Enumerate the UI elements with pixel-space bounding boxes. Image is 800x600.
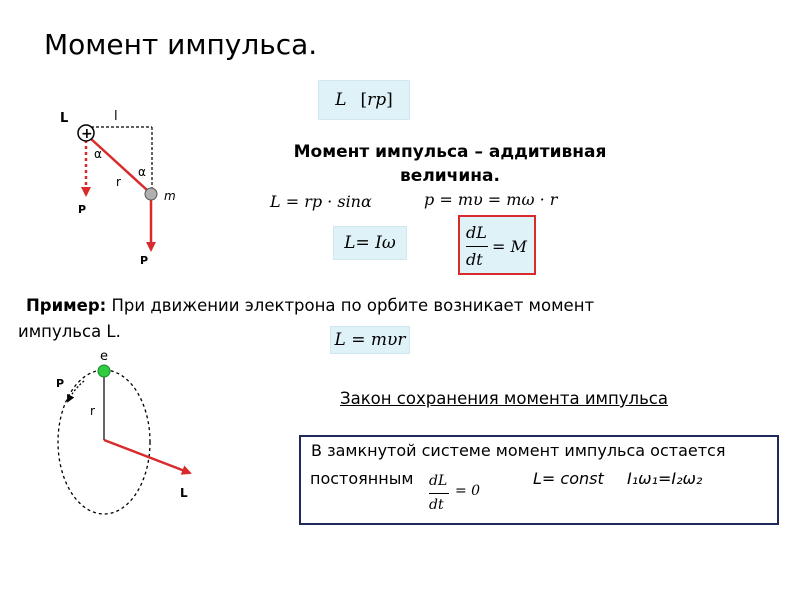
law-title: Закон сохранения момента импульса	[340, 389, 668, 408]
law-line2-prefix: постоянным	[310, 469, 414, 488]
label-r: r	[90, 404, 95, 418]
formula-L-rp-sin: L = rp · sinα	[270, 192, 372, 211]
label-e: e	[100, 349, 108, 364]
label-m: m	[164, 189, 176, 203]
frac-eq: = M	[492, 237, 527, 256]
label-P1: P	[78, 203, 87, 216]
label-P2: P	[140, 254, 149, 267]
formula-L-Iw-L: L	[344, 233, 356, 253]
formula-L-Iw-w: ω	[381, 233, 396, 253]
law-conservation: I₁ω₁=I₂ω₂	[627, 469, 703, 488]
formula-mvr: L = mυr	[330, 326, 410, 354]
label-r: r	[116, 175, 121, 189]
law-line1: В замкнутой системе момент импульса остается	[311, 441, 726, 460]
page-title: Момент импульса.	[44, 28, 318, 61]
formula-dLdt-M	[458, 215, 536, 275]
electron-node	[98, 365, 110, 377]
formula-p-mv: p = mυ = mω · r	[424, 190, 558, 209]
law-const: L= const	[533, 469, 604, 488]
formula-vector-L-rp: L [ rp ]	[318, 80, 410, 120]
label-alpha2: α	[138, 165, 146, 179]
additive-heading	[255, 140, 645, 188]
example-label: Пример:	[26, 296, 107, 315]
vec-L: L	[335, 90, 347, 110]
frac-num: dL	[466, 223, 487, 242]
frac-bar	[466, 246, 488, 247]
formula-L-Iw-eq: = I	[355, 233, 382, 253]
label-alpha1: α	[94, 147, 102, 161]
orbit-diagram	[40, 345, 210, 525]
rotation-diagram	[50, 100, 250, 270]
law-frac-num: dL	[429, 473, 448, 489]
law-frac-eq: = 0	[455, 483, 481, 499]
label-L: L	[60, 111, 69, 126]
plus-icon: +	[81, 126, 93, 142]
law-frac-den: dt	[429, 497, 444, 513]
law-frac-bar	[429, 493, 449, 494]
example-line2: импульса L.	[18, 322, 121, 341]
additive-line1: Момент импульса – аддитивная	[293, 142, 607, 162]
example-line1: При движении электрона по орбите возникает момент	[106, 296, 595, 315]
label-P: P	[56, 377, 65, 390]
frac-den: dt	[466, 250, 483, 269]
label-L: L	[180, 486, 188, 500]
label-l: l	[114, 109, 118, 124]
additive-line2: величина.	[400, 166, 500, 186]
formula-L-Iw	[333, 226, 407, 260]
vec-rp: rp	[367, 90, 387, 110]
mass-ball	[145, 188, 157, 200]
law-box	[299, 435, 779, 525]
